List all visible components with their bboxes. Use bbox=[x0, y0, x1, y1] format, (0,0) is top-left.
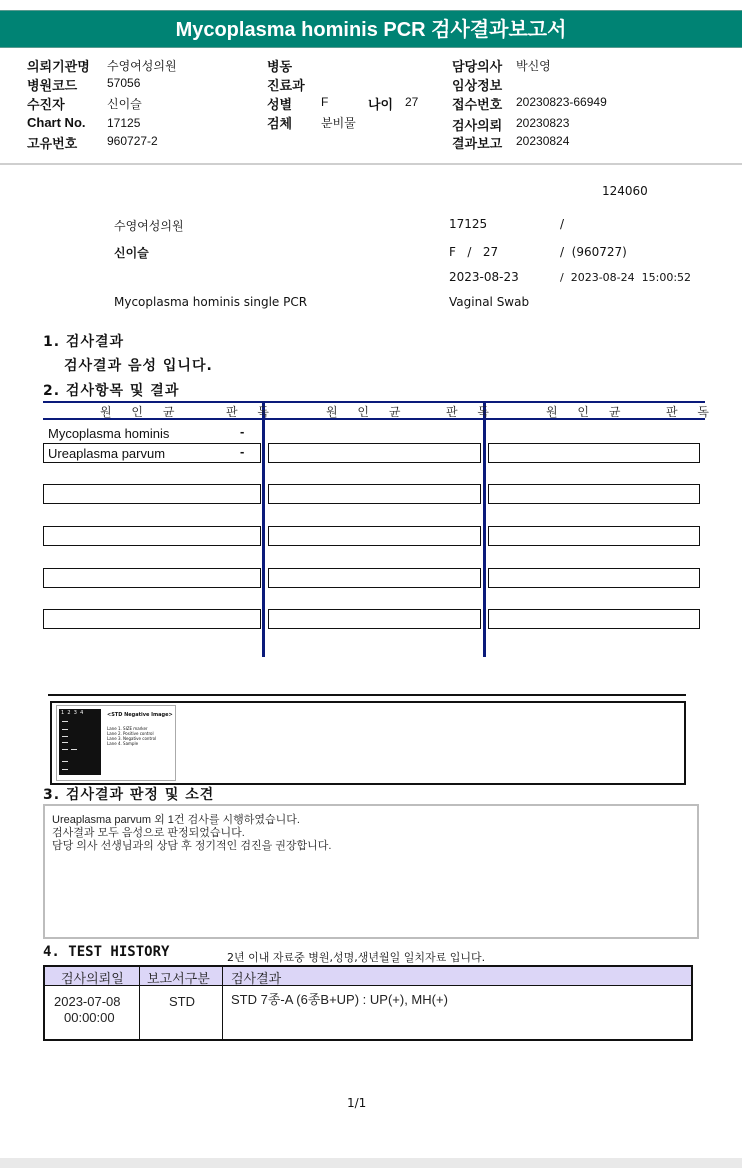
history-row-date: 2023-07-08 bbox=[54, 994, 121, 1009]
report-title: Mycoplasma hominis PCR 검사결과보고서 bbox=[175, 19, 567, 41]
label-doctor: 담당의사 bbox=[452, 60, 503, 75]
result-box bbox=[43, 484, 261, 504]
info-clinic: 수영여성의원 bbox=[114, 219, 184, 233]
label-report-date: 결과보고 bbox=[452, 137, 503, 152]
history-row-result: STD 7종-A (6종B+UP) : UP(+), MH(+) bbox=[231, 992, 448, 1007]
history-col-type: 보고서구분 bbox=[147, 972, 210, 987]
section1-result: 검사결과 음성 입니다. bbox=[64, 358, 213, 374]
section3-heading: 3. 검사결과 판정 및 소견 bbox=[43, 787, 215, 803]
remark-line-1: Ureaplasma parvum 외 1건 검사를 시행하였습니다. bbox=[52, 814, 300, 826]
gel-band bbox=[62, 736, 68, 737]
info-sex-age: F / 27 bbox=[449, 245, 499, 259]
info-chart: 17125 bbox=[449, 217, 488, 231]
col-header-judgement-1: 판 독 bbox=[226, 405, 277, 419]
grid-col-divider-2 bbox=[483, 401, 486, 657]
value-hospital-code: 57056 bbox=[107, 76, 141, 90]
remark-line-3: 담당 의사 선생님과의 상담 후 정기적인 검진을 권장합니다. bbox=[52, 840, 332, 852]
result-box bbox=[43, 568, 261, 588]
info-report-datetime: / 2023-08-24 15:00:52 bbox=[560, 271, 692, 284]
gel-band bbox=[71, 749, 77, 750]
label-ward: 병동 bbox=[267, 60, 293, 75]
col-header-organism-1: 원 인 균 bbox=[100, 405, 183, 419]
gel-top-rule bbox=[48, 694, 686, 696]
gel-title: <STD Negative Image> bbox=[107, 712, 173, 718]
footer-band bbox=[0, 1158, 742, 1168]
label-institution: 의뢰기관명 bbox=[27, 60, 90, 75]
label-age: 나이 bbox=[368, 98, 394, 113]
gel-lane-numbers: 1 2 3 4 bbox=[61, 710, 84, 716]
label-chart-no: Chart No. bbox=[27, 115, 86, 130]
label-department: 진료과 bbox=[267, 79, 305, 94]
label-specimen: 검체 bbox=[267, 117, 293, 132]
history-col-date: 검사의뢰일 bbox=[61, 972, 124, 987]
result-mycoplasma-hominis: - bbox=[240, 424, 245, 439]
value-request-date: 20230823 bbox=[516, 116, 570, 130]
history-col-divider bbox=[139, 967, 140, 1039]
info-patient: 신이슬 bbox=[114, 246, 149, 260]
history-note: 2년 이내 자료중 병원,성명,생년월일 일치자료 입니다. bbox=[227, 951, 486, 964]
info-request-date: 2023-08-23 bbox=[449, 270, 519, 284]
value-specimen: 분비물 bbox=[321, 116, 356, 130]
col-header-judgement-2: 판 독 bbox=[446, 405, 497, 419]
gel-band bbox=[62, 761, 68, 762]
value-unique-no: 960727-2 bbox=[107, 134, 158, 148]
result-box bbox=[488, 568, 700, 588]
organism-mycoplasma-hominis: Mycoplasma hominis bbox=[48, 426, 170, 441]
value-age: 27 bbox=[405, 95, 419, 109]
result-box bbox=[488, 443, 700, 463]
info-specimen: Vaginal Swab bbox=[449, 295, 530, 309]
value-report-date: 20230824 bbox=[516, 134, 570, 148]
history-table-header bbox=[45, 967, 691, 986]
result-box bbox=[268, 443, 481, 463]
result-box bbox=[488, 526, 700, 546]
label-patient: 수진자 bbox=[27, 98, 65, 113]
result-box bbox=[43, 526, 261, 546]
result-ureaplasma-parvum: - bbox=[240, 444, 245, 459]
header-divider bbox=[0, 163, 742, 165]
doc-code: 124060 bbox=[602, 184, 648, 198]
gel-band bbox=[62, 749, 68, 750]
history-row-type: STD bbox=[169, 994, 195, 1009]
result-box bbox=[268, 609, 481, 629]
label-clinical-info: 임상정보 bbox=[452, 79, 503, 94]
result-box bbox=[268, 526, 481, 546]
info-slash: / bbox=[560, 217, 565, 231]
label-unique-no: 고유번호 bbox=[27, 137, 78, 152]
section1-heading: 1. 검사결과 bbox=[43, 334, 125, 350]
result-box bbox=[268, 568, 481, 588]
label-receipt-no: 접수번호 bbox=[452, 98, 503, 113]
history-row-time: 00:00:00 bbox=[64, 1010, 115, 1025]
label-sex: 성별 bbox=[267, 98, 293, 113]
gel-legend-2: Lane 2. Positive control bbox=[107, 731, 154, 736]
value-sex: F bbox=[321, 95, 329, 109]
grid-col-divider-1 bbox=[262, 401, 265, 657]
result-box bbox=[43, 609, 261, 629]
gel-electrophoresis-image bbox=[59, 709, 101, 775]
gel-legend-3: Lane 3. Negative control bbox=[107, 736, 157, 741]
history-col-divider bbox=[222, 967, 223, 1039]
value-patient: 신이슬 bbox=[107, 97, 142, 111]
result-box bbox=[488, 609, 700, 629]
label-hospital-code: 병원코드 bbox=[27, 79, 78, 94]
section2-heading: 2. 검사항목 및 결과 bbox=[43, 383, 180, 399]
organism-ureaplasma-parvum: Ureaplasma parvum bbox=[48, 446, 166, 461]
value-institution: 수영여성의원 bbox=[107, 59, 177, 73]
gel-band bbox=[62, 721, 68, 722]
section4-heading: 4. TEST HISTORY bbox=[43, 944, 170, 960]
gel-band bbox=[62, 769, 68, 770]
col-header-organism-3: 원 인 균 bbox=[546, 405, 629, 419]
remark-line-2: 검사결과 모두 음성으로 판정되었습니다. bbox=[52, 827, 245, 839]
col-header-judgement-3: 판 독 bbox=[666, 405, 717, 419]
history-col-result: 검사결과 bbox=[231, 972, 282, 987]
gel-band bbox=[62, 742, 68, 743]
page-number: 1/1 bbox=[347, 1096, 367, 1110]
gel-legend-4: Lane 4. Sample bbox=[107, 741, 139, 746]
value-receipt-no: 20230823-66949 bbox=[516, 95, 607, 109]
label-request-date: 검사의뢰 bbox=[452, 119, 503, 134]
value-chart-no: 17125 bbox=[107, 116, 141, 130]
info-birth: / (960727) bbox=[560, 245, 627, 259]
info-test-name: Mycoplasma hominis single PCR bbox=[114, 295, 308, 309]
history-table bbox=[43, 965, 693, 1041]
gel-band bbox=[62, 729, 68, 730]
result-box bbox=[268, 484, 481, 504]
result-box bbox=[488, 484, 700, 504]
value-doctor: 박신영 bbox=[516, 59, 551, 73]
title-bar bbox=[0, 10, 742, 48]
gel-legend-1: Lane 1. SIZE marker bbox=[107, 726, 148, 731]
col-header-organism-2: 원 인 균 bbox=[326, 405, 409, 419]
